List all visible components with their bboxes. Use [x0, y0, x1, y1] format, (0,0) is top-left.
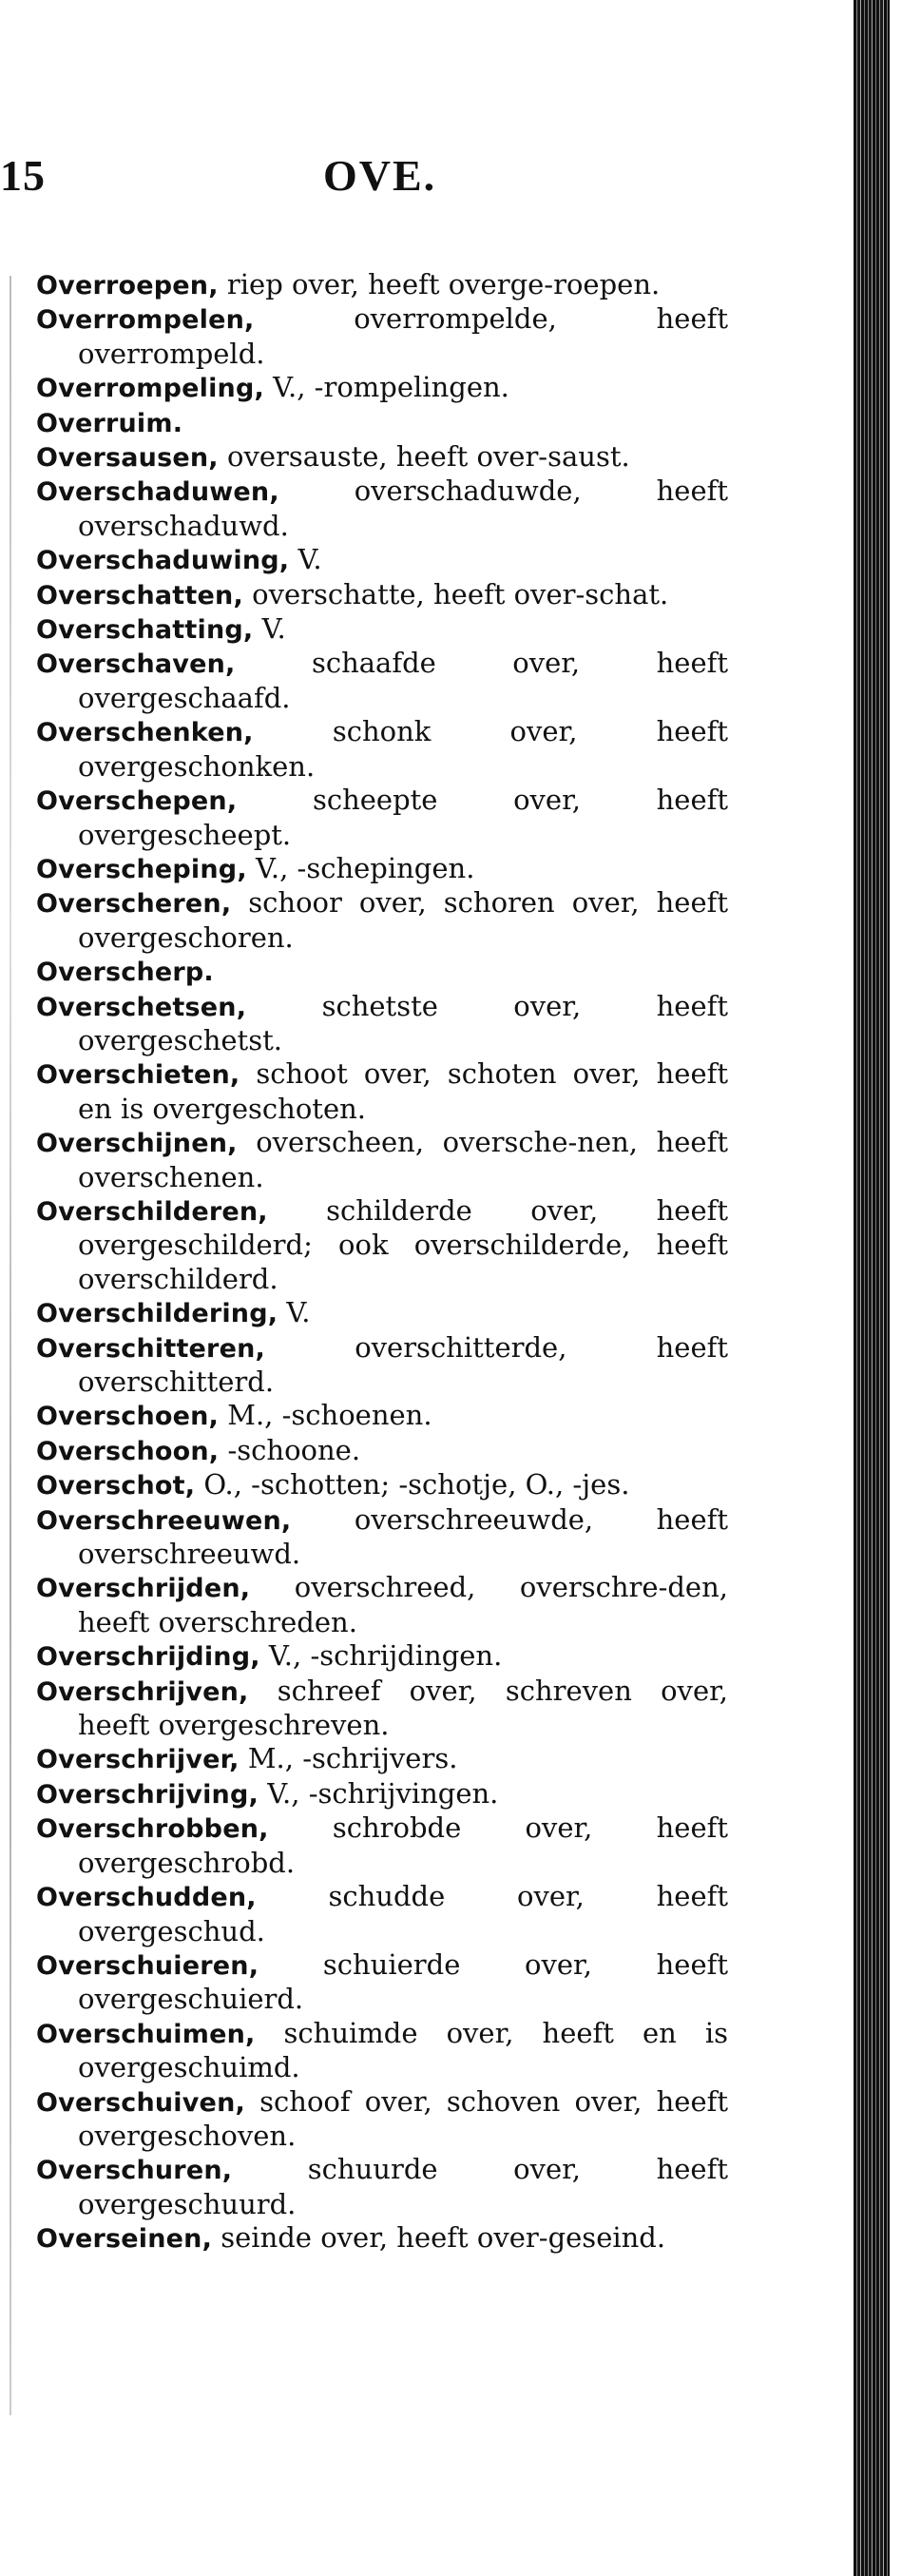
dictionary-entry — [36, 784, 728, 852]
dictionary-entries — [36, 268, 728, 2256]
page-number: 15 — [0, 151, 46, 200]
dictionary-entry — [36, 955, 728, 989]
entry-definition: V., -schepingen. — [256, 851, 475, 884]
entry-headword: Overschoon, — [36, 1436, 220, 1466]
dictionary-entry — [36, 647, 728, 715]
entry-definition: oversauste, heeft over-saust. — [226, 440, 630, 474]
left-margin-rule — [10, 276, 11, 2415]
entry-definition: scheepte over, heeft overgescheept. — [78, 784, 729, 851]
dictionary-entry — [36, 990, 728, 1058]
entry-headword: Overseinen, — [36, 2224, 213, 2255]
entry-headword: Overschreeuwen, — [36, 1505, 292, 1536]
entry-definition: M., -schoenen. — [227, 1399, 432, 1432]
dictionary-entry — [36, 2085, 728, 2154]
entry-definition: -schoone. — [227, 1433, 361, 1466]
entry-headword: Overschrobben, — [36, 1814, 269, 1845]
dictionary-entry — [36, 1503, 728, 1572]
entry-definition: V. — [297, 543, 322, 576]
entry-headword: Overschijnen, — [36, 1129, 238, 1159]
entry-definition: overschitterde, heeft overschitterd. — [78, 1330, 729, 1398]
entry-definition: O., -schotten; -schotje, O., -jes. — [203, 1468, 630, 1501]
dictionary-entry — [36, 1777, 728, 1811]
dictionary-entry — [36, 1742, 728, 1776]
entry-headword: Overschoen, — [36, 1402, 220, 1432]
entry-headword: Overschrijver, — [36, 1745, 240, 1775]
dictionary-entry — [36, 1399, 728, 1433]
entry-headword: Overschot, — [36, 1471, 196, 1501]
entry-definition: schreef over, schreven over, heeft overgeschreven. — [78, 1674, 728, 1742]
dictionary-entry — [36, 475, 728, 543]
entry-definition: V., -schrijdingen. — [268, 1639, 503, 1673]
entry-headword: Overschrijden, — [36, 1574, 251, 1604]
entry-headword: Overschuiven, — [36, 2087, 245, 2118]
entry-headword: Overschuieren, — [36, 1950, 259, 1981]
dictionary-entry — [36, 406, 728, 440]
dictionary-entry — [36, 1811, 728, 1880]
entry-definition: schuimde over, heeft en is overgeschuimd. — [78, 2016, 729, 2084]
entry-headword: Overschatten, — [36, 580, 243, 610]
entry-definition: riep over, heeft overge-roepen. — [226, 268, 661, 300]
entry-headword: Overschetsen, — [36, 992, 247, 1022]
dictionary-entry — [36, 1057, 728, 1126]
entry-definition: V., -schrijvingen. — [267, 1776, 499, 1810]
entry-definition: schaafde over, heeft overgeschaafd. — [78, 647, 728, 714]
entry-headword: Overschaduwing, — [36, 546, 290, 576]
entry-headword: Overschaven, — [36, 649, 236, 680]
entry-definition: M., -schrijvers. — [247, 1742, 458, 1775]
entry-headword: Overschaduwen, — [36, 477, 279, 508]
dictionary-entry — [36, 1331, 728, 1400]
dictionary-entry — [36, 852, 728, 886]
entry-definition: schrobde over, heeft overgeschrobd. — [78, 1811, 728, 1879]
dictionary-entry — [36, 1880, 728, 1948]
dictionary-entry — [36, 612, 728, 647]
dictionary-entry — [36, 302, 728, 371]
dictionary-entry — [36, 2153, 728, 2221]
entry-definition: schudde over, heeft overgeschud. — [78, 1880, 728, 1947]
entry-definition: schoor over, schoren over, heeft overgeschoren. — [78, 886, 729, 954]
dictionary-entry — [36, 371, 728, 405]
entry-definition: V. — [286, 1296, 311, 1329]
entry-headword: Overscherp. — [36, 958, 214, 988]
entry-definition: V., -rompelingen. — [273, 371, 509, 404]
dictionary-entry — [36, 1639, 728, 1674]
entry-definition: overschaduwde, heeft overschaduwd. — [78, 475, 729, 542]
entry-headword: Overrompeling, — [36, 374, 264, 404]
entry-headword: Overschuren, — [36, 2156, 233, 2186]
entry-definition: overscheen, oversche-nen, heeft overschenen. — [78, 1126, 728, 1193]
entry-definition: schoot over, schoten over, heeft en is overgeschoten. — [78, 1057, 728, 1125]
entry-definition: schonk over, heeft overgeschonken. — [78, 715, 728, 783]
entry-headword: Oversausen, — [36, 443, 219, 474]
dictionary-entry — [36, 1468, 728, 1502]
dictionary-entry — [36, 2221, 728, 2256]
entry-definition: overschatte, heeft over-schat. — [252, 577, 669, 610]
entry-headword: Overschildering, — [36, 1299, 278, 1329]
entry-headword: Overschrijving, — [36, 1779, 259, 1810]
dictionary-entry — [36, 886, 728, 955]
entry-headword: Overschatting, — [36, 615, 254, 646]
dictionary-entry — [36, 1675, 728, 1743]
dictionary-entry — [36, 1296, 728, 1330]
entry-headword: Overroepen, — [36, 271, 219, 300]
entry-definition: overrompelde, heeft overrompeld. — [78, 302, 728, 370]
dictionary-entry — [36, 268, 728, 302]
entry-definition: schilderde over, heeft overgeschilderd; ook overschilderde, heeft overschilderd. — [78, 1193, 728, 1295]
dictionary-entry — [36, 543, 728, 577]
book-spine-edge — [854, 0, 890, 2576]
entry-definition: overschreed, overschre-den, heeft overschreden. — [78, 1571, 728, 1638]
running-head: OVE. — [323, 151, 437, 200]
entry-definition: overschreeuwde, heeft overschreeuwd. — [78, 1502, 728, 1571]
dictionary-entry — [36, 1194, 728, 1296]
entry-definition: schuurde over, heeft overgeschuurd. — [78, 2153, 728, 2220]
dictionary-entry — [36, 578, 728, 612]
entry-headword: Overschrijven, — [36, 1676, 249, 1707]
dictionary-entry — [36, 1126, 728, 1194]
entry-headword: Overschilderen, — [36, 1196, 268, 1227]
dictionary-entry — [36, 440, 728, 475]
dictionary-entry — [36, 1571, 728, 1639]
dictionary-entry — [36, 2017, 728, 2085]
entry-headword: Overschuimen, — [36, 2019, 256, 2049]
entry-headword: Overschieten, — [36, 1060, 240, 1091]
entry-headword: Overschitteren, — [36, 1333, 265, 1364]
entry-headword: Overschepen, — [36, 786, 238, 817]
entry-definition: schoof over, schoven over, heeft overgeschoven. — [78, 2084, 729, 2152]
entry-definition: schetste over, heeft overgeschetst. — [78, 989, 728, 1056]
entry-definition: seinde over, heeft over-geseind. — [221, 2221, 666, 2255]
dictionary-entry — [36, 1948, 728, 2017]
dictionary-entry — [36, 1434, 728, 1468]
entry-headword: Overschenken, — [36, 718, 254, 748]
entry-definition: schuierde over, heeft overgeschuierd. — [78, 1947, 728, 2016]
entry-definition: V. — [261, 612, 286, 646]
entry-headword: Overruim. — [36, 408, 183, 438]
entry-headword: Overscheping, — [36, 854, 247, 884]
entry-headword: Overschudden, — [36, 1883, 257, 1913]
entry-headword: Overschrijding, — [36, 1642, 260, 1673]
entry-headword: Overrompelen, — [36, 305, 255, 336]
entry-headword: Overscheren, — [36, 889, 232, 920]
dictionary-entry — [36, 715, 728, 784]
